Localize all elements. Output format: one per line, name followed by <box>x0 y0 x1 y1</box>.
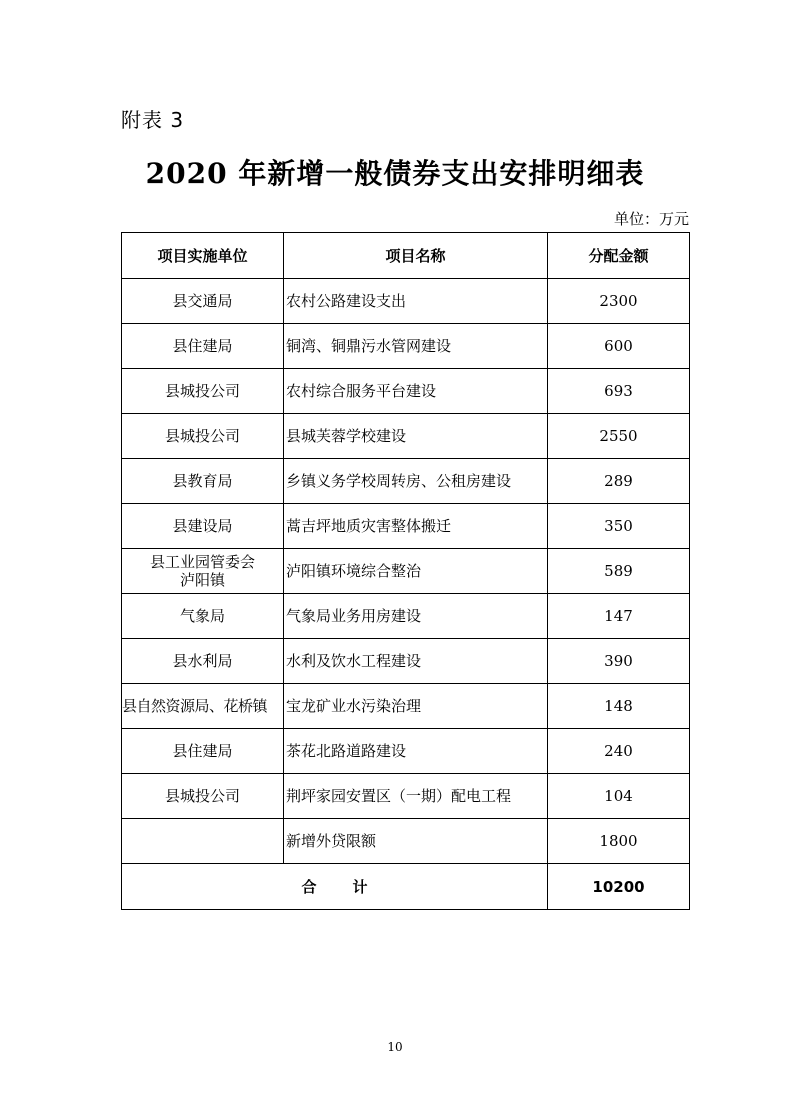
cell-unit: 县水利局 <box>122 639 284 684</box>
table-row <box>122 504 690 549</box>
table-row <box>122 729 690 774</box>
table-row <box>122 369 690 414</box>
cell-project-name: 新增外贷限额 <box>284 819 548 864</box>
total-amount: 10200 <box>548 864 690 910</box>
cell-unit: 县住建局 <box>122 729 284 774</box>
header-implementing-unit: 项目实施单位 <box>122 233 284 279</box>
page-number: 10 <box>387 1040 403 1054</box>
table-row <box>122 414 690 459</box>
cell-amount: 2550 <box>548 414 690 459</box>
cell-unit <box>122 549 284 594</box>
table-row <box>122 594 690 639</box>
cell-unit <box>122 819 284 864</box>
cell-unit: 县城投公司 <box>122 774 284 819</box>
table-row <box>122 324 690 369</box>
table-row <box>122 819 690 864</box>
cell-amount: 147 <box>548 594 690 639</box>
cell-amount: 693 <box>548 369 690 414</box>
cell-amount: 289 <box>548 459 690 504</box>
table-row <box>122 774 690 819</box>
total-row <box>122 864 690 910</box>
cell-project-name: 泸阳镇环境综合整治 <box>284 549 548 594</box>
cell-unit: 县建设局 <box>122 504 284 549</box>
cell-project-name: 乡镇义务学校周转房、公租房建设 <box>284 459 548 504</box>
cell-project-name: 农村综合服务平台建设 <box>284 369 548 414</box>
table-header-row <box>122 233 690 279</box>
cell-project-name: 茶花北路道路建设 <box>284 729 548 774</box>
cell-project-name: 水利及饮水工程建设 <box>284 639 548 684</box>
cell-project-name: 宝龙矿业水污染治理 <box>284 684 548 729</box>
document-title: 2020 年新增一般债券支出安排明细表 <box>145 157 645 190</box>
cell-unit: 县教育局 <box>122 459 284 504</box>
cell-amount: 390 <box>548 639 690 684</box>
cell-unit-line-2: 泸阳镇 <box>179 571 225 589</box>
table-row <box>122 639 690 684</box>
cell-project-name: 荆坪家园安置区（一期）配电工程 <box>284 774 548 819</box>
expenditure-detail-table <box>121 232 690 910</box>
header-allocated-amount: 分配金额 <box>548 233 690 279</box>
total-label-cell <box>122 864 548 910</box>
cell-amount: 148 <box>548 684 690 729</box>
header-project-name: 项目名称 <box>284 233 548 279</box>
cell-unit: 县住建局 <box>122 324 284 369</box>
cell-amount: 240 <box>548 729 690 774</box>
unit-label: 单位：万元 <box>613 210 689 228</box>
cell-amount: 600 <box>548 324 690 369</box>
appendix-label: 附表 3 <box>121 108 185 132</box>
cell-unit: 气象局 <box>122 594 284 639</box>
total-label: 合计 <box>301 877 404 896</box>
cell-unit: 县自然资源局、花桥镇 <box>122 684 284 729</box>
cell-amount: 2300 <box>548 279 690 324</box>
table-row <box>122 459 690 504</box>
cell-amount: 589 <box>548 549 690 594</box>
cell-project-name: 铜湾、铜鼎污水管网建设 <box>284 324 548 369</box>
cell-unit: 县交通局 <box>122 279 284 324</box>
cell-unit: 县城投公司 <box>122 414 284 459</box>
table-row <box>122 279 690 324</box>
cell-unit-line-1: 县工业园管委会 <box>149 553 255 571</box>
table-row <box>122 684 690 729</box>
table-row <box>122 549 690 594</box>
cell-amount: 104 <box>548 774 690 819</box>
cell-project-name: 县城芙蓉学校建设 <box>284 414 548 459</box>
cell-amount: 1800 <box>548 819 690 864</box>
cell-amount: 350 <box>548 504 690 549</box>
cell-project-name: 气象局业务用房建设 <box>284 594 548 639</box>
cell-project-name: 农村公路建设支出 <box>284 279 548 324</box>
cell-unit: 县城投公司 <box>122 369 284 414</box>
cell-project-name: 蒿吉坪地质灾害整体搬迁 <box>284 504 548 549</box>
